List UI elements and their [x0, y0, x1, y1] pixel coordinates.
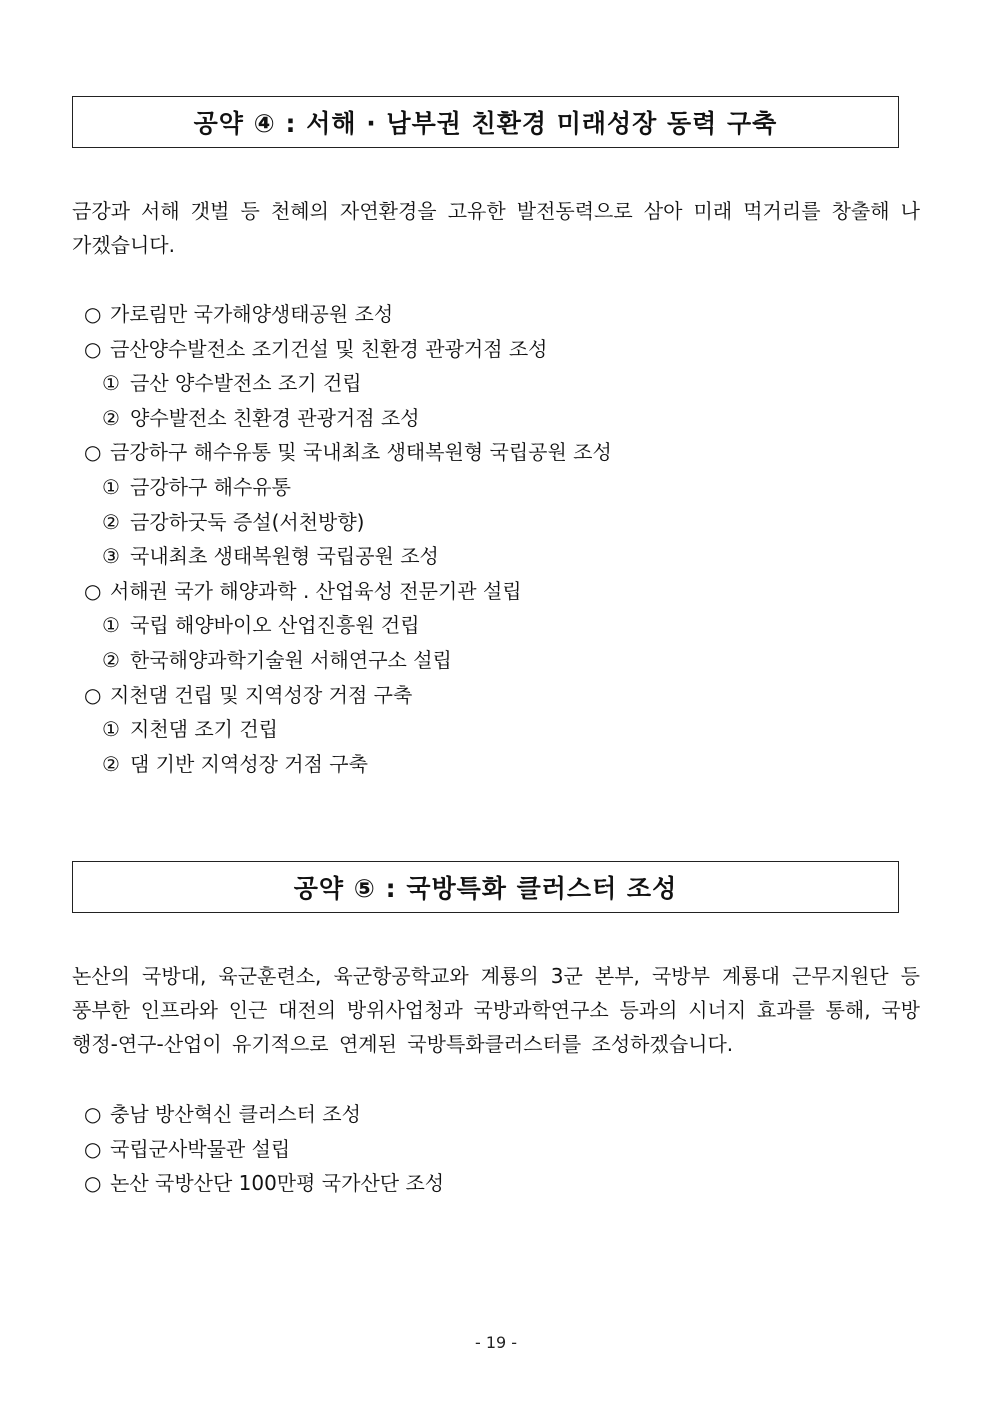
- list-item: ○ 논산 국방산단 100만평 국가산단 조성: [84, 1171, 445, 1196]
- pledge-5-intro: 논산의 국방대, 육군훈련소, 육군항공학교와 계룡의 3군 본부, 국방부 계룡대 근무지원단 등 풍부한 인프라와 인근 대전의 방위사업청과 국방과학연구소 등과의 시너지 효과를 통해, 국방 행정-연구-산업이 유기적으로 연계된 국방특화클러스터를 조성하겠습니다.: [72, 964, 920, 1056]
- list-item: ○ 금강하구 해수유통 및 국내최초 생태복원형 국립공원 조성: [84, 440, 612, 465]
- sub-list-item: ① 금강하구 해수유통: [102, 474, 291, 499]
- list-item: ○ 서해권 국가 해양과학 . 산업육성 전문기관 설립: [84, 578, 522, 603]
- sub-list-item: ① 국립 해양바이오 산업진흥원 건립: [102, 613, 420, 638]
- sub-list-item: ② 댐 기반 지역성장 거점 구축: [102, 751, 368, 776]
- list-item: ○ 가로림만 국가해양생태공원 조성: [84, 302, 394, 326]
- page-number: - 19 -: [474, 1333, 518, 1352]
- sub-list-item: ② 금강하굿둑 증설(서천방향): [102, 509, 365, 534]
- pledge-4-title-box: [72, 96, 899, 148]
- list-item: ○ 국립군사박물관 설립: [84, 1136, 291, 1161]
- pledge-4-intro: 금강과 서해 갯벌 등 천혜의 자연환경을 고유한 발전동력으로 삼아 미래 먹거리를 창출해 나가겠습니다.: [72, 199, 920, 257]
- pledge-5-title-box: [72, 861, 899, 913]
- pledge-5-list: [84, 1097, 904, 1201]
- sub-list-item: ① 지천댐 조기 건립: [102, 717, 278, 742]
- list-item: ○ 금산양수발전소 조기건설 및 친환경 관광거점 조성: [84, 336, 548, 361]
- sub-list-item: ② 한국해양과학기술원 서해연구소 설립: [102, 647, 452, 672]
- sub-list-item: ② 양수발전소 친환경 관광거점 조성: [102, 405, 420, 430]
- pledge-4-list: [84, 297, 904, 781]
- sub-list-item: ① 금산 양수발전소 조기 건립: [102, 371, 362, 396]
- list-item: ○ 충남 방산혁신 클러스터 조성: [84, 1102, 361, 1126]
- pledge-5-title: 공약 ⑤ : 국방특화 클러스터 조성: [293, 874, 678, 903]
- sub-list-item: ③ 국내최초 생태복원형 국립공원 조성: [102, 544, 439, 569]
- pledge-4-title: 공약 ④ : 서해 · 남부권 친환경 미래성장 동력 구축: [193, 109, 778, 138]
- list-item: ○ 지천댐 건립 및 지역성장 거점 구축: [84, 682, 413, 707]
